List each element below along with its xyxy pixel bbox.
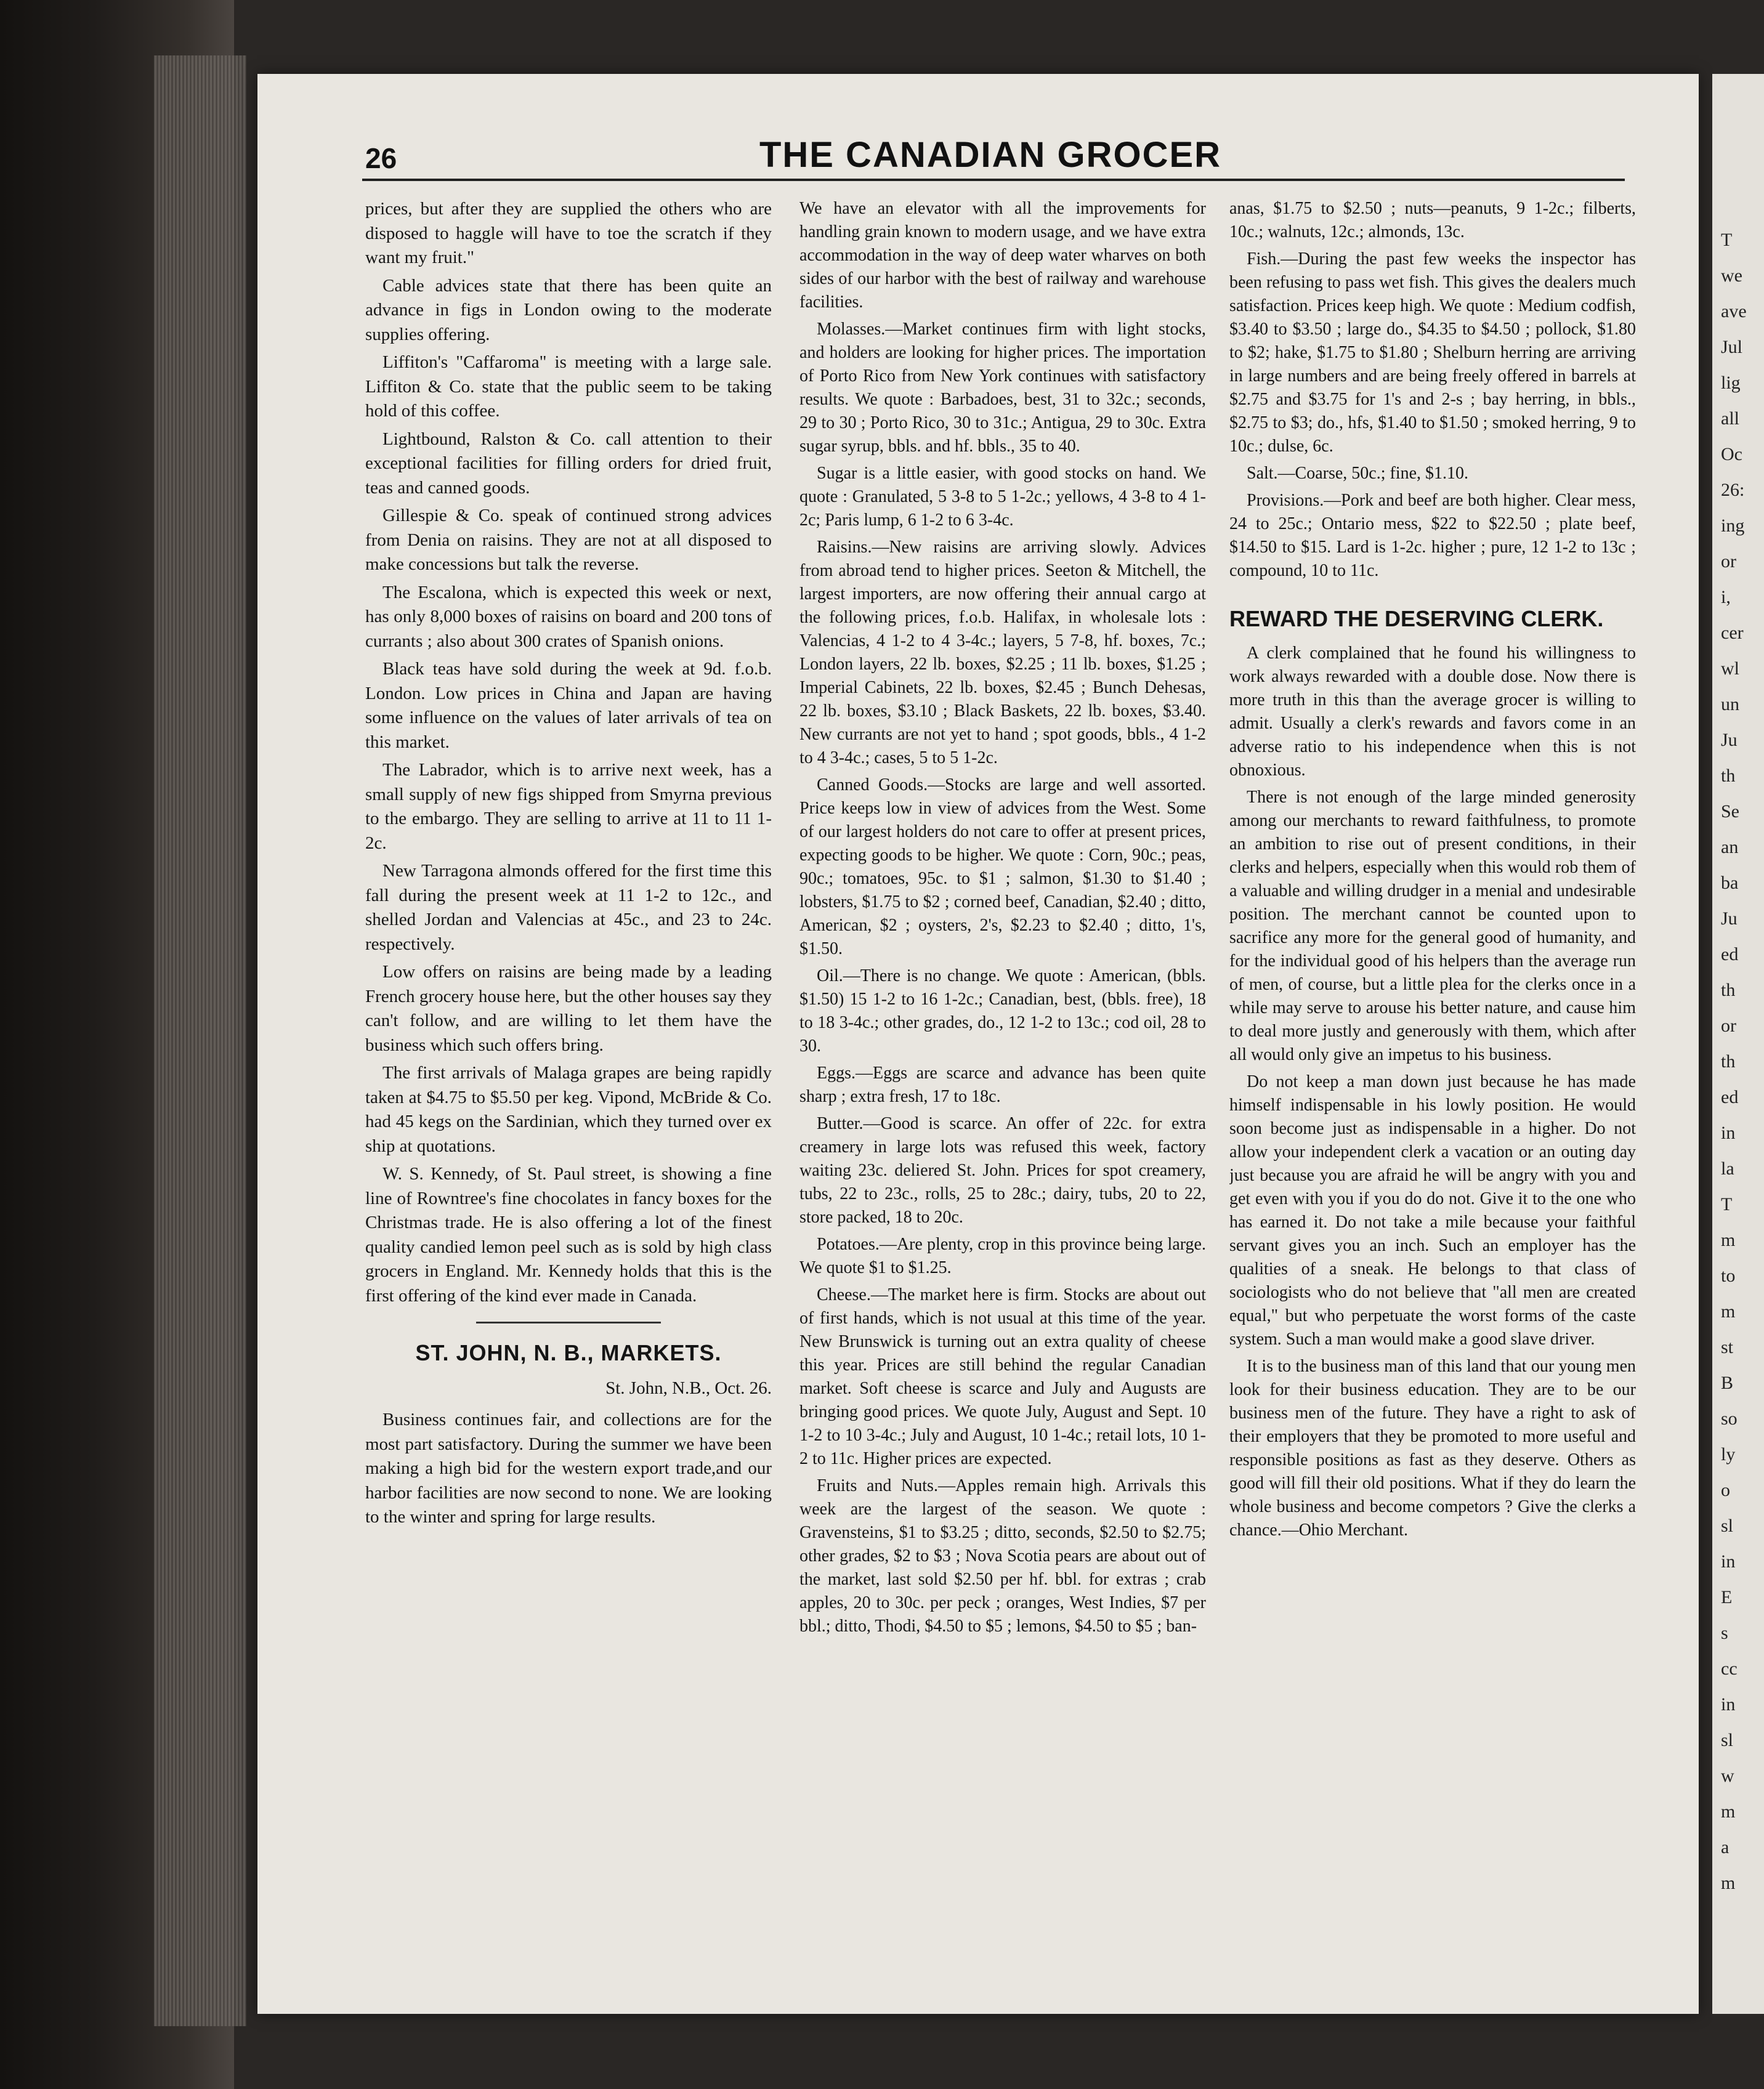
facing-page-text-fragment: th bbox=[1721, 766, 1736, 786]
facing-page-text-fragment: m bbox=[1721, 1301, 1736, 1322]
facing-page-text-fragment: sl bbox=[1721, 1516, 1734, 1536]
facing-page-text-fragment: we bbox=[1721, 265, 1742, 286]
paragraph: Low offers on raisins are being made by a leading French grocery house here, but the other houses say they can't follow, and are willing to let them have the business which such offers bring. bbox=[365, 962, 772, 1055]
paragraph: W. S. Kennedy, of St. Paul street, is showing a fine line of Rowntree's fine chocolates in fancy boxes for the Christmas trade. He is also offering a lot of the finest quality candied lemon peel such as is sold by high class grocers in England. Mr. Kennedy holds that this is the first offering of the kind ever made in Canada. bbox=[365, 1164, 772, 1306]
facing-page-text-fragment: Oc bbox=[1721, 444, 1742, 464]
facing-page-text-fragment: T bbox=[1721, 230, 1733, 250]
column-1 bbox=[365, 197, 772, 1983]
facing-page-text-fragment: un bbox=[1721, 694, 1739, 714]
paragraph-eggs: Eggs.—Eggs are scarce and advance has been quite sharp ; extra fresh, 17 to 18c. bbox=[799, 1064, 1206, 1106]
facing-page-text-fragment: m bbox=[1721, 1801, 1736, 1822]
paragraph-potatoes: Potatoes.—Are plenty, crop in this province being large. We quote $1 to $1.25. bbox=[799, 1235, 1206, 1277]
facing-page-text-fragment: or bbox=[1721, 551, 1736, 572]
header-rule bbox=[362, 179, 1625, 181]
facing-page-text-fragment: wl bbox=[1721, 658, 1739, 679]
facing-page-text-fragment: a bbox=[1721, 1837, 1730, 1857]
paragraph-cheese: Cheese.—The market here is firm. Stocks are about out of first hands, which is not usual at this time of the year. New Brunswick is turning out an extra quality of cheese this year. Prices are still behind the regular Canadian market. Soft cheese is scarce and July and Augusts are bringing good prices. We quote July, August and Sept. 10 1-2 to 10 3-4c.; July and August, 10 1-4c.; retail lots, 10 1-2 to 11c. Higher prices are expected. bbox=[799, 1285, 1206, 1468]
paragraph-sugar: Sugar is a little easier, with good stocks on hand. We quote : Granulated, 5 3-8 to 5 1-2c.; yellows, 4 3-8 to 4 1-2c; Paris lump, 6 1-2 to 6 3-4c. bbox=[799, 464, 1206, 530]
paragraph-butter: Butter.—Good is scarce. An offer of 22c. for extra creamery in large lots was refused this week, factory waiting 23c. deliered St. John. Prices for spot creamery, tubs, 22 to 23c., rolls, 25 to 28c.; dairy, tubs, 20 to 22, store packed, 18 to 20c. bbox=[799, 1114, 1206, 1227]
paragraph-raisins: Raisins.—New raisins are arriving slowly. Advices from abroad tend to higher prices. Seeton & Mitchell, the largest importers, are now offering their annual cargo at the following prices, f.o.b. Halifax, in wholesale lots : Valencias, 4 1-2 to 4 3-4c.; layers, 5 7-8, hf. boxes, 7c.; London layers, 22 lb. boxes, $2.25 ; 11 lb. boxes, $1.25 ; Imperial Cabinets, 22 lb. boxes, $2.45 ; Bunch Dehesas, 22 lb. boxes, $3.10 ; Black Baskets, 22 lb. boxes, $3.40. New currants are not yet to hand ; spot goods, bbls., 4 1-2 to 4 3-4c.; cases, 5 to 5 1-2c. bbox=[799, 538, 1206, 767]
facing-page-text-fragment: ed bbox=[1721, 1087, 1739, 1107]
paragraph-fruits-nuts: Fruits and Nuts.—Apples remain high. Arrivals this week are the largest of the season. We quote : Gravensteins, $1 to $3.25 ; ditto, seconds, $2.50 to $2.75; other grades, $2 to $3 ; Nova Scotia pears are about out of the market, last sold $2.50 per hf. bbl. for extras ; crab apples, 20 to 30c. per peck ; oranges, West Indies, $7 per bbl.; ditto, Thodi, $4.50 to $5 ; lemons, $4.50 to $5 ; ban- bbox=[799, 1476, 1206, 1636]
facing-page-text-fragment: B bbox=[1721, 1373, 1734, 1393]
facing-page-text-fragment: ed bbox=[1721, 944, 1739, 964]
masthead-title: THE CANADIAN GROCER bbox=[759, 135, 1222, 175]
paragraph: The Labrador, which is to arrive next week, has a small supply of new figs shipped from Smyrna previous to the embargo. They are selling to arrive at 11 to 11 1-2c. bbox=[365, 760, 772, 853]
facing-page-text-fragment: so bbox=[1721, 1408, 1738, 1429]
facing-page-text-fragment: Se bbox=[1721, 801, 1739, 822]
facing-page-text-fragment: T bbox=[1721, 1194, 1733, 1214]
facing-page-text-fragment: ba bbox=[1721, 873, 1739, 893]
facing-page-text-fragment: to bbox=[1721, 1266, 1736, 1286]
facing-page-text-fragment: w bbox=[1721, 1766, 1734, 1786]
paragraph: Do not keep a man down just because he has made himself indispensable in his lowly position. He would soon become just as indispensable in a higher. Do not allow your independent clerk a vacation or an outing day just because you are afraid he will be angry with you and get even with you if you do do not. Give it to the one who has earned it. Do not take a mile because your faithful servant gives you an inch. Such an employer has the qualities of a sneak. He belongs to that class of sociologists who do not believe that "all men are created equal," but who perpetuate the worst forms of the caste system. Such a man would make a good slave driver. bbox=[1229, 1072, 1636, 1349]
facing-page-text-fragment: sl bbox=[1721, 1730, 1734, 1750]
paragraph: It is to the business man of this land that our young men look for their business education. They are to be our business men of the future. They have a right to ask of their employers that they be promoted to more useful and responsible positions as fast as they deserve. Others as good will fill their old positions. What if they do learn the whole business and become competors ? Give the clerks a chance.—Ohio Merchant. bbox=[1229, 1357, 1636, 1540]
paragraph: The first arrivals of Malaga grapes are being rapidly taken at $4.75 to $5.50 per keg. Vipond, McBride & Co. had 45 kegs on the Sardinian, which they turned over ex ship at quotations. bbox=[365, 1063, 772, 1156]
paragraph: prices, but after they are supplied the others who are disposed to haggle will have to toe the scratch if they want my fruit." bbox=[365, 199, 772, 267]
paragraph-fish: Fish.—During the past few weeks the inspector has been refusing to pass wet fish. This gives the dealers much satisfaction. Prices keep high. We quote : Medium codfish, $3.40 to $3.50 ; large do., $4.35 to $4.50 ; pollock, $1.80 to $2; hake, $1.75 to $1.80 ; Shelburn herring are arriving in large numbers and are being freely offered in barrels at $2.75 and $3.75 for 1's and 2-s ; bay herring, in bbls., $2.75 to $3; do., hfs, $1.40 to $1.50 ; smoked herring, 9 to 10c.; dulse, 6c. bbox=[1229, 249, 1636, 456]
facing-page-text-fragment: th bbox=[1721, 980, 1736, 1000]
paragraph: There is not enough of the large minded generosity among our merchants to reward faithfulness, to promote an ambition to rise out of present conditions, in their clerks and helpers, especially when this would rob them of a valuable and willing drudger in a menial and undesirable position. The merchant cannot be counted upon to sacrifice any more for the general good of humanity, and for the individual good of his helpers than the average run of men, of course, but a little plea for the clerks once in a while may serve to arouse his better nature, and cause him to deal more justly and generously with them, which after all would only give an impetus to his business. bbox=[1229, 788, 1636, 1064]
section-heading-reward-clerk: REWARD THE DESERVING CLERK. bbox=[1229, 606, 1604, 631]
facing-page-text-fragment: st bbox=[1721, 1337, 1734, 1357]
facing-page-fragment bbox=[1712, 74, 1764, 2014]
facing-page-text-fragment: i, bbox=[1721, 587, 1731, 607]
facing-page-text-fragment: Jul bbox=[1721, 337, 1743, 357]
facing-page-text-fragment: ing bbox=[1721, 515, 1745, 536]
facing-page-text-fragment: th bbox=[1721, 1051, 1736, 1072]
newspaper-page bbox=[257, 74, 1699, 2014]
facing-page-text-fragment: cer bbox=[1721, 623, 1744, 643]
facing-page-text-fragment: in bbox=[1721, 1551, 1736, 1572]
paragraph: Black teas have sold during the week at 9d. f.o.b. London. Low prices in China and Japan are having some influence on the values of later arrivals of tea on this market. bbox=[365, 659, 772, 752]
paragraph: A clerk complained that he found his willingness to work always rewarded with a double dose. Now there is more truth in this than the average grocer is willing to admit. Usually a clerk's rewards and favors come in an adverse ratio to his independence when this is not obnoxious. bbox=[1229, 644, 1636, 780]
facing-page-text-fragment: la bbox=[1721, 1158, 1734, 1179]
facing-page-text-fragment: m bbox=[1721, 1873, 1736, 1893]
paragraph: Liffiton's "Caffaroma" is meeting with a large sale. Liffiton & Co. state that the public seem to be taking hold of this coffee. bbox=[365, 352, 772, 421]
dateline: St. John, N.B., Oct. 26. bbox=[605, 1378, 772, 1398]
facing-page-text-fragment: ly bbox=[1721, 1444, 1736, 1465]
page-number: 26 bbox=[365, 142, 397, 174]
paragraph: We have an elevator with all the improvements for handling grain known to modern usage, and we have extra accommodation in the way of deep water wharves on both sides of our harbor with the best of railway and warehouse facilities. bbox=[799, 199, 1206, 312]
page-edges bbox=[154, 55, 246, 2026]
facing-page-text-fragment: an bbox=[1721, 837, 1739, 857]
facing-page-text-fragment: in bbox=[1721, 1123, 1736, 1143]
paragraph: New Tarragona almonds offered for the first time this fall during the present week at 11 1-2 to 12c., and shelled Jordan and Valencias at 45c., and 23 to 24c. respectively. bbox=[365, 861, 772, 954]
paragraph: Cable advices state that there has been quite an advance in figs in London owing to the moderate supplies offering. bbox=[365, 275, 772, 344]
paragraph-oil: Oil.—There is no change. We quote : American, (bbls. $1.50) 15 1-2 to 16 1-2c.; Canadian, best, (bbls. free), 18 to 18 3-4c.; other grades, do., 12 1-2 to 13c.; cod oil, 28 to 30. bbox=[799, 966, 1206, 1056]
facing-page-text-fragment: cc bbox=[1721, 1659, 1738, 1679]
paragraph-molasses: Molasses.—Market continues firm with light stocks, and holders are looking for higher prices. The importation of Porto Rico from New York continues with satisfactory results. We quote : Barbadoes, best, 31 to 32c.; seconds, 29 to 30 ; Porto Rico, 30 to 31c.; Antigua, 29 to 30c. Extra sugar syrup, bbls. and hf. bbls., 35 to 40. bbox=[799, 320, 1206, 456]
facing-page-text-fragment: E bbox=[1721, 1587, 1733, 1607]
facing-page-text-fragment: in bbox=[1721, 1694, 1736, 1715]
section-divider bbox=[476, 1322, 661, 1323]
paragraph-canned-goods: Canned Goods.—Stocks are large and well assorted. Price keeps low in view of advices from the West. Some of our largest holders do not care to offer at present prices, expecting goods to be higher. We quote : Corn, 90c.; peas, 90c.; tomatoes, 95c. to $1 ; salmon, $1.30 to $1.40 ; lobsters, $1.75 to $2 ; corned beef, Canadian, $2.40 ; ditto, American, $2 ; oysters, 2's, $2.23 to $2.40 ; ditto, 1's, $1.50. bbox=[799, 775, 1206, 958]
facing-page-text-fragment: o bbox=[1721, 1480, 1730, 1500]
facing-page-text-fragment: Ju bbox=[1721, 730, 1738, 750]
paragraph: Gillespie & Co. speak of continued strong advices from Denia on raisins. They are not at all disposed to make concessions but talk the reverse. bbox=[365, 506, 772, 574]
paragraph: The Escalona, which is expected this week or next, has only 8,000 boxes of raisins on board and 200 tons of currants ; also about 300 crates of Spanish onions. bbox=[365, 582, 772, 651]
facing-page-text-fragment: ave bbox=[1721, 301, 1747, 321]
paragraph-salt: Salt.—Coarse, 50c.; fine, $1.10. bbox=[1247, 464, 1469, 483]
paragraph: Business continues fair, and collections are for the most part satisfactory. During the summer we have been making a high bid for the western export trade,and our harbor facilities are now second to none. We are looking to the winter and spring for large results. bbox=[365, 1410, 772, 1527]
facing-page-text-fragment: Ju bbox=[1721, 908, 1738, 929]
facing-page-text-fragment: 26: bbox=[1721, 480, 1745, 500]
facing-page-text-fragment: all bbox=[1721, 408, 1739, 429]
facing-page-text-fragment: m bbox=[1721, 1230, 1736, 1250]
paragraph: Lightbound, Ralston & Co. call attention to their exceptional facilities for filling orders for dried fruit, teas and canned goods. bbox=[365, 429, 772, 498]
facing-page-text-fragment: s bbox=[1721, 1623, 1728, 1643]
facing-page-text-fragment: lig bbox=[1721, 373, 1741, 393]
paragraph: anas, $1.75 to $2.50 ; nuts—peanuts, 9 1-2c.; filberts, 10c.; walnuts, 12c.; almonds, 13c. bbox=[1229, 199, 1636, 241]
section-heading-st-john-markets: ST. JOHN, N. B., MARKETS. bbox=[415, 1340, 722, 1365]
column-3 bbox=[1229, 197, 1636, 1983]
paragraph-provisions: Provisions.—Pork and beef are both higher. Clear mess, 24 to 25c.; Ontario mess, $22 to $22.50 ; plate beef, $14.50 to $15. Lard is 1-2c. higher ; pure, 12 1-2 to 13c ; compound, 10 to 11c. bbox=[1229, 491, 1636, 580]
column-2 bbox=[799, 197, 1206, 1983]
facing-page-text-fragment: or bbox=[1721, 1016, 1736, 1036]
